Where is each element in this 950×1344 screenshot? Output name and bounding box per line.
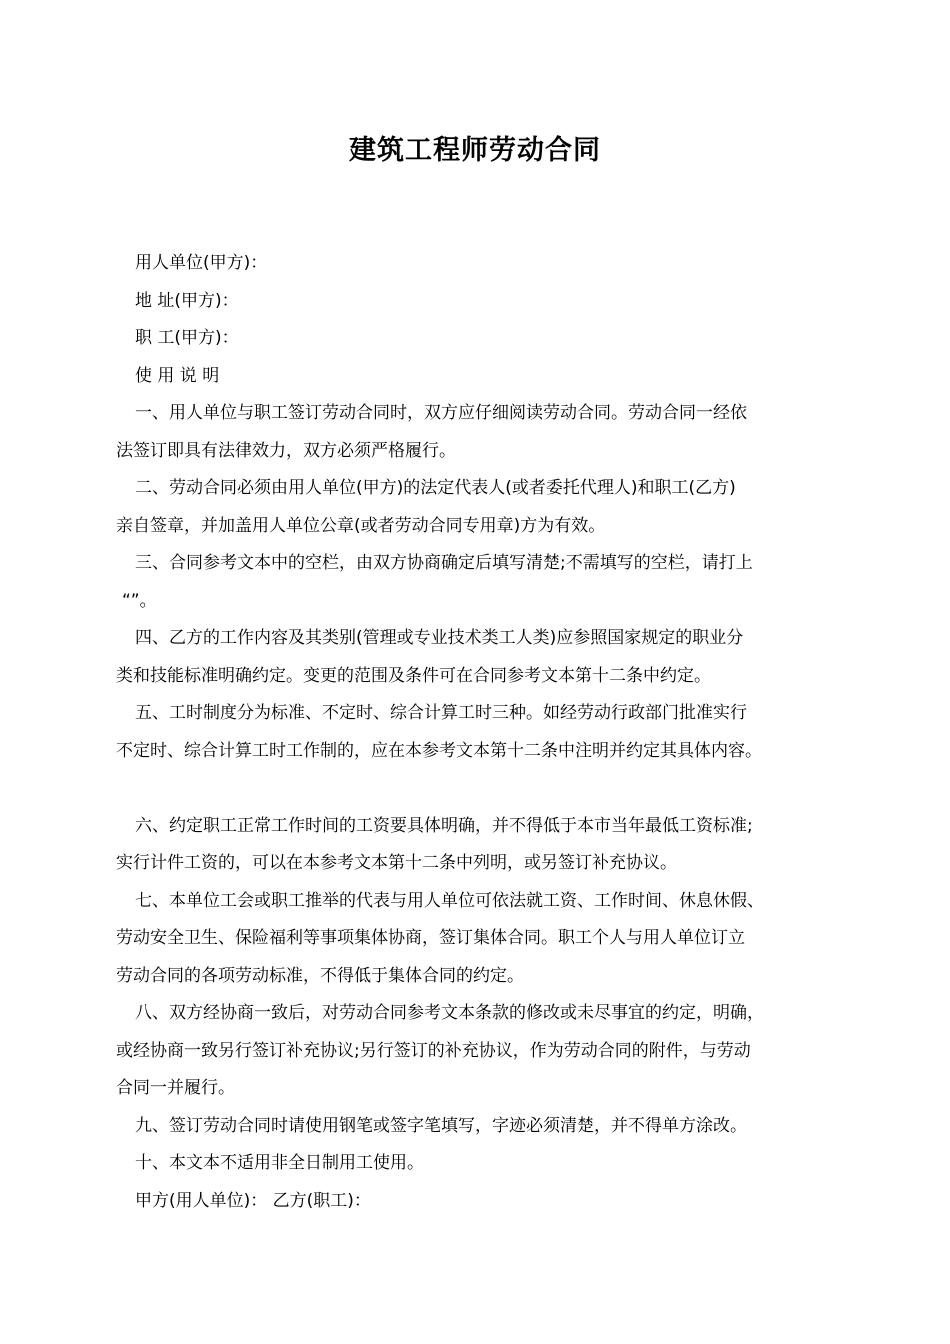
instruction-line: 劳动安全卫生、保险福利等事项集体协商，签订集体合同。职工个人与用人单位订立 bbox=[116, 928, 745, 948]
instruction-line: 十、本文本不适用非全日制用工使用。 bbox=[135, 1153, 424, 1173]
instruction-line: 九、签订劳动合同时请使用钢笔或签字笔填写，字迹必须清楚，并不得单方涂改。 bbox=[135, 1115, 747, 1136]
instruction-line: 类和技能标准明确约定。变更的范围及条件可在合同参考文本第十二条中约定。 bbox=[116, 665, 711, 686]
address-field: 地 址(甲方)： bbox=[135, 290, 239, 311]
instruction-line: 四、乙方的工作内容及其类别(管理或专业技术类工人类)应参照国家规定的职业分 bbox=[135, 628, 744, 648]
employer-field: 用人单位(甲方)： bbox=[135, 253, 268, 273]
instruction-line: “”。 bbox=[122, 590, 157, 611]
instruction-line: 一、用人单位与职工签订劳动合同时，双方应仔细阅读劳动合同。劳动合同一经依 bbox=[135, 403, 747, 423]
signature-parties-line: 甲方(用人单位)： 乙方(职工)： bbox=[135, 1190, 371, 1211]
instruction-line: 三、合同参考文本中的空栏，由双方协商确定后填写清楚;不需填写的空栏，请打上 bbox=[135, 553, 753, 573]
instruction-line: 劳动合同的各项劳动标准，不得低于集体合同的约定。 bbox=[116, 965, 524, 986]
instruction-line: 八、双方经协商一致后，对劳动合同参考文本条款的修改或未尽事宜的约定，明确， bbox=[135, 1003, 764, 1023]
document-body bbox=[116, 245, 851, 1220]
instructions-heading: 使 用 说 明 bbox=[135, 365, 220, 386]
instruction-line: 法签订即具有法律效力，双方必须严格履行。 bbox=[116, 440, 456, 461]
paragraph-gap bbox=[116, 770, 851, 808]
instruction-line: 五、工时制度分为标准、不定时、综合计算工时三种。如经劳动行政部门批准实行 bbox=[135, 703, 747, 723]
instruction-line: 亲自签章，并加盖用人单位公章(或者劳动合同专用章)方为有效。 bbox=[116, 515, 606, 536]
instruction-line: 不定时、综合计算工时工作制的，应在本参考文本第十二条中注明并约定其具体内容。 bbox=[116, 740, 762, 761]
instruction-line: 合同一并履行。 bbox=[116, 1078, 235, 1098]
instruction-line: 实行计件工资的，可以在本参考文本第十二条中列明，或另签订补充协议。 bbox=[116, 853, 677, 873]
document-title: 建筑工程师劳动合同 bbox=[349, 135, 601, 166]
instruction-line: 二、劳动合同必须由用人单位(甲方)的法定代表人(或者委托代理人)和职工(乙方) bbox=[135, 478, 736, 498]
instruction-line: 或经协商一致另行签订补充协议;另行签订的补充协议，作为劳动合同的附件，与劳动 bbox=[116, 1040, 751, 1061]
employee-field: 职 工(甲方)： bbox=[135, 328, 239, 348]
instruction-line: 七、本单位工会或职工推举的代表与用人单位可依法就工资、工作时间、休息休假、 bbox=[135, 890, 764, 911]
instruction-line: 六、约定职工正常工作时间的工资要具体明确，并不得低于本市当年最低工资标准; bbox=[135, 815, 753, 836]
